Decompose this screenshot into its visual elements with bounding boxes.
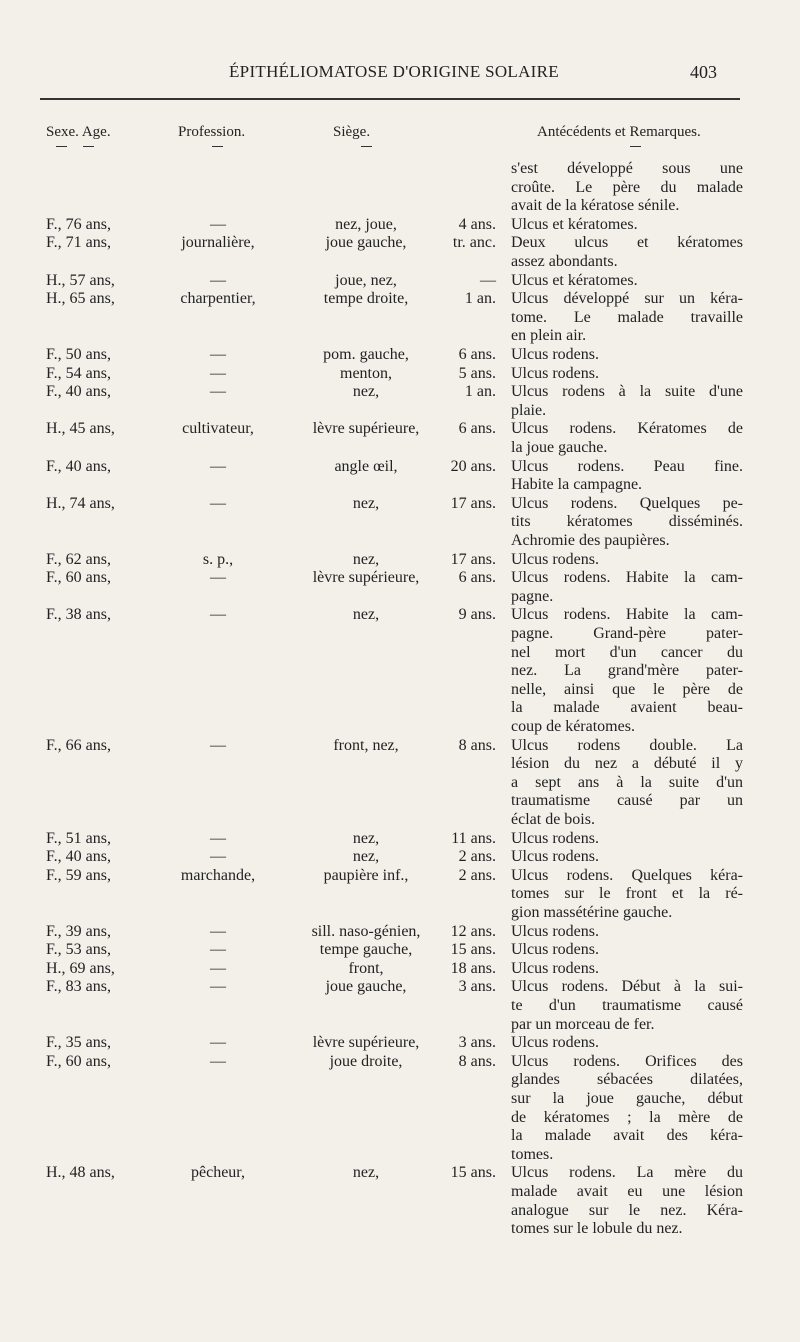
profession-cell: — bbox=[210, 1034, 226, 1052]
siege-cell: angle œil, bbox=[334, 457, 398, 475]
duration-cell: 17 ans. bbox=[450, 494, 496, 512]
siege-cell: lèvre supérieure, bbox=[312, 1034, 420, 1052]
siege-cell: lèvre supérieure, bbox=[312, 569, 420, 587]
duration-cell: 20 ans. bbox=[450, 457, 496, 475]
column-dash bbox=[630, 146, 641, 147]
profession-cell: s. p., bbox=[202, 550, 234, 568]
profession-cell: — bbox=[210, 606, 226, 624]
siege-cell: joue droite, bbox=[329, 1052, 403, 1070]
duration-cell: 4 ans. bbox=[458, 215, 496, 233]
sexe-age-cell: F., 40 ans, bbox=[46, 848, 111, 866]
duration-cell: — bbox=[480, 271, 496, 289]
sexe-age-cell: F., 51 ans, bbox=[46, 829, 111, 847]
remark-line: Ulcus rodens. Début à la sui- bbox=[511, 978, 743, 996]
remark-line: Ulcus rodens. bbox=[511, 346, 599, 363]
remarks-cell bbox=[511, 737, 743, 830]
header-rule bbox=[40, 98, 740, 100]
remarks-cell bbox=[511, 923, 743, 942]
siege-cell: joue gauche, bbox=[325, 978, 407, 996]
remark-line: tomes. bbox=[511, 1145, 554, 1163]
remarks-cell bbox=[511, 234, 743, 271]
duration-cell: 6 ans. bbox=[458, 569, 496, 587]
remark-line: Ulcus et kératomes. bbox=[511, 215, 638, 233]
remark-line: Ulcus rodens. Habite la cam- bbox=[511, 606, 743, 624]
profession-cell: journalière, bbox=[181, 234, 255, 252]
profession-cell: — bbox=[210, 457, 226, 475]
remark-line: tome. Le malade travaille bbox=[511, 308, 743, 326]
remark-line: la malade avait des kéra- bbox=[511, 1127, 743, 1145]
remark-line: Achromie des paupières. bbox=[511, 531, 670, 549]
remark-line: Ulcus rodens. Peau fine. bbox=[511, 457, 743, 475]
profession-cell: — bbox=[210, 569, 226, 587]
remark-line: nelle, ainsi que le père de bbox=[511, 680, 743, 698]
remarks-cell bbox=[511, 867, 743, 923]
profession-cell: — bbox=[210, 215, 226, 233]
remarks-cell bbox=[511, 1034, 743, 1053]
duration-cell: 2 ans. bbox=[458, 866, 496, 884]
remark-line: te d'un traumatisme causé bbox=[511, 996, 743, 1014]
remarks-cell bbox=[511, 848, 743, 867]
remarks-cell bbox=[511, 551, 743, 570]
remark-line: Ulcus rodens. bbox=[511, 550, 599, 568]
remark-line: tits kératomes disséminés. bbox=[511, 513, 743, 531]
duration-cell: 6 ans. bbox=[458, 346, 496, 363]
profession-cell: — bbox=[210, 1052, 226, 1070]
profession-cell: cultivateur, bbox=[182, 420, 254, 438]
remark-line: Habite la campagne. bbox=[511, 476, 643, 494]
remark-line: a sept ans à la suite d'un bbox=[511, 773, 743, 791]
remarks-cell bbox=[511, 272, 743, 291]
duration-cell: 1 an. bbox=[464, 383, 496, 401]
sexe-age-cell: F., 50 ans, bbox=[46, 346, 111, 363]
sexe-age-cell: F., 40 ans, bbox=[46, 383, 111, 401]
profession-cell: — bbox=[210, 736, 226, 754]
remark-line: Ulcus rodens. bbox=[511, 1034, 599, 1052]
remarks-cell bbox=[511, 830, 743, 849]
profession-cell: charpentier, bbox=[180, 290, 256, 308]
sexe-age-cell: H., 74 ans, bbox=[46, 494, 115, 512]
remarks-cell bbox=[511, 495, 743, 551]
remark-line: la joue gauche. bbox=[511, 438, 608, 456]
remark-line: gion massétérine gauche. bbox=[511, 903, 673, 921]
remarks-cell bbox=[511, 290, 743, 346]
remark-line: analogue sur le nez. Kéra- bbox=[511, 1201, 743, 1219]
column-header-sexe-age: Sexe. Age. bbox=[46, 124, 111, 140]
siege-cell: joue gauche, bbox=[325, 234, 407, 252]
remark-line: tomes sur le front et la ré- bbox=[511, 885, 743, 903]
remark-line: assez abondants. bbox=[511, 252, 618, 270]
sexe-age-cell: H., 57 ans, bbox=[46, 271, 115, 289]
siege-cell: front, bbox=[348, 959, 384, 977]
remark-line: glandes sébacées dilatées, bbox=[511, 1071, 743, 1089]
sexe-age-cell: F., 38 ans, bbox=[46, 606, 111, 624]
siege-cell: sill. naso-génien, bbox=[311, 922, 421, 940]
duration-cell: 9 ans. bbox=[458, 606, 496, 624]
duration-cell: 11 ans. bbox=[451, 829, 496, 847]
column-header-profession: Profession. bbox=[178, 124, 246, 140]
siege-cell: nez, bbox=[352, 1164, 380, 1182]
remark-line: éclat de bois. bbox=[511, 810, 595, 828]
remark-line: Ulcus rodens. bbox=[511, 364, 599, 382]
column-dash bbox=[56, 146, 67, 147]
remark-line: tomes sur le lobule du nez. bbox=[511, 1220, 683, 1238]
duration-cell: 2 ans. bbox=[458, 848, 496, 866]
duration-cell: 3 ans. bbox=[458, 978, 496, 996]
profession-cell: — bbox=[210, 978, 226, 996]
remark-line: Ulcus rodens. Quelques pe- bbox=[511, 494, 743, 512]
remark-line: Ulcus rodens double. La bbox=[511, 736, 743, 754]
remark-line: Ulcus rodens. bbox=[511, 829, 599, 847]
remark-line: en plein air. bbox=[511, 327, 587, 345]
profession-cell: — bbox=[210, 829, 226, 847]
profession-cell: — bbox=[210, 364, 226, 382]
duration-cell: 8 ans. bbox=[458, 736, 496, 754]
column-header-remarques: Antécédents et Remarques. bbox=[537, 124, 701, 140]
column-dash bbox=[361, 146, 372, 147]
remark-line: Ulcus rodens. Habite la cam- bbox=[511, 569, 743, 587]
duration-cell: 1 an. bbox=[464, 290, 496, 308]
siege-cell: tempe gauche, bbox=[319, 941, 413, 959]
siege-cell: joue, nez, bbox=[335, 271, 397, 289]
remarks-cell bbox=[511, 1164, 743, 1238]
remark-line: Ulcus rodens. bbox=[511, 941, 599, 959]
sexe-age-cell: F., 62 ans, bbox=[46, 550, 111, 568]
profession-cell: — bbox=[210, 271, 226, 289]
profession-cell: marchande, bbox=[180, 866, 256, 884]
siege-cell: nez, bbox=[352, 829, 380, 847]
profession-cell: — bbox=[210, 941, 226, 959]
remark-line: Ulcus rodens. Kératomes de bbox=[511, 420, 743, 438]
sexe-age-cell: H., 45 ans, bbox=[46, 420, 115, 438]
sexe-age-cell: F., 35 ans, bbox=[46, 1034, 111, 1052]
remark-line: Ulcus rodens. bbox=[511, 959, 599, 977]
sexe-age-cell: F., 60 ans, bbox=[46, 1052, 111, 1070]
remark-line: s'est développé sous une bbox=[511, 160, 743, 177]
remarks-cell bbox=[511, 941, 743, 960]
sexe-age-cell: F., 39 ans, bbox=[46, 922, 111, 940]
sexe-age-cell: F., 53 ans, bbox=[46, 941, 111, 959]
profession-cell: — bbox=[210, 346, 226, 363]
remark-line: Ulcus rodens à la suite d'une bbox=[511, 383, 743, 401]
page-number: 403 bbox=[690, 62, 717, 82]
column-dash bbox=[212, 146, 223, 147]
sexe-age-cell: F., 40 ans, bbox=[46, 457, 111, 475]
sexe-age-cell: H., 69 ans, bbox=[46, 959, 115, 977]
duration-cell: 15 ans. bbox=[450, 941, 496, 959]
duration-cell: 5 ans. bbox=[458, 364, 496, 382]
remark-line: Ulcus rodens. Orifices des bbox=[511, 1052, 743, 1070]
remarks-cell bbox=[511, 458, 743, 495]
continued-remark bbox=[511, 160, 743, 216]
remark-line: plaie. bbox=[511, 401, 547, 419]
duration-cell: 15 ans. bbox=[450, 1164, 496, 1182]
sexe-age-cell: F., 83 ans, bbox=[46, 978, 111, 996]
remark-line: avait de la kératose sénile. bbox=[511, 197, 680, 215]
remark-line: Ulcus rodens. bbox=[511, 848, 599, 866]
running-title: ÉPITHÉLIOMATOSE D'ORIGINE SOLAIRE bbox=[229, 62, 559, 81]
siege-cell: nez, joue, bbox=[335, 215, 397, 233]
siege-cell: nez, bbox=[352, 550, 380, 568]
remark-line: Ulcus et kératomes. bbox=[511, 271, 638, 289]
profession-cell: pêcheur, bbox=[191, 1164, 245, 1182]
siege-cell: paupière inf., bbox=[323, 866, 409, 884]
remark-line: Deux ulcus et kératomes bbox=[511, 234, 743, 252]
sexe-age-cell: H., 65 ans, bbox=[46, 290, 115, 308]
sexe-age-cell: F., 71 ans, bbox=[46, 234, 111, 252]
sexe-age-cell: F., 59 ans, bbox=[46, 866, 111, 884]
remark-line: coup de kératomes. bbox=[511, 717, 635, 735]
siege-cell: pom. gauche, bbox=[323, 346, 409, 363]
sexe-age-cell: H., 48 ans, bbox=[46, 1164, 115, 1182]
remarks-cell bbox=[511, 216, 743, 235]
remark-line: Ulcus rodens. La mère du bbox=[511, 1164, 743, 1182]
siege-cell: tempe droite, bbox=[323, 290, 409, 308]
remark-line: pagne. Grand-père pater- bbox=[511, 624, 743, 642]
profession-cell: — bbox=[210, 959, 226, 977]
siege-cell: menton, bbox=[340, 364, 392, 382]
remark-line: Ulcus développé sur un kéra- bbox=[511, 290, 743, 308]
remarks-cell bbox=[511, 960, 743, 979]
remarks-cell bbox=[511, 569, 743, 606]
remark-line: croûte. Le père du malade bbox=[511, 178, 743, 196]
remarks-cell bbox=[511, 365, 743, 384]
remark-line: la malade avaient beau- bbox=[511, 699, 743, 717]
remark-line: sur la joue gauche, début bbox=[511, 1089, 743, 1107]
duration-cell: 17 ans. bbox=[450, 550, 496, 568]
sexe-age-cell: F., 60 ans, bbox=[46, 569, 111, 587]
siege-cell: nez, bbox=[352, 848, 380, 866]
column-header-siege: Siège. bbox=[333, 124, 371, 140]
remark-line: Ulcus rodens. Quelques kéra- bbox=[511, 866, 743, 884]
remark-line: malade avait eu une lésion bbox=[511, 1182, 743, 1200]
profession-cell: — bbox=[210, 848, 226, 866]
sexe-age-cell: F., 66 ans, bbox=[46, 736, 111, 754]
siege-cell: nez, bbox=[352, 494, 380, 512]
siege-cell: lèvre supérieure, bbox=[312, 420, 420, 438]
duration-cell: 3 ans. bbox=[458, 1034, 496, 1052]
remark-line: Ulcus rodens. bbox=[511, 922, 599, 940]
profession-cell: — bbox=[210, 383, 226, 401]
remarks-cell bbox=[511, 606, 743, 736]
remark-line: lésion du nez a débuté il y bbox=[511, 755, 743, 773]
remarks-cell bbox=[511, 383, 743, 420]
siege-cell: nez, bbox=[352, 383, 380, 401]
remark-line: traumatisme causé par un bbox=[511, 792, 743, 810]
profession-cell: — bbox=[210, 494, 226, 512]
sexe-age-cell: F., 76 ans, bbox=[46, 215, 111, 233]
duration-cell: 18 ans. bbox=[450, 959, 496, 977]
remarks-cell bbox=[511, 346, 743, 365]
remark-line: par un morceau de fer. bbox=[511, 1015, 655, 1033]
duration-cell: tr. anc. bbox=[452, 234, 496, 252]
remarks-cell bbox=[511, 420, 743, 457]
duration-cell: 6 ans. bbox=[458, 420, 496, 438]
duration-cell: 12 ans. bbox=[450, 922, 496, 940]
remarks-cell bbox=[511, 978, 743, 1034]
siege-cell: front, nez, bbox=[333, 736, 399, 754]
duration-cell: 8 ans. bbox=[458, 1052, 496, 1070]
remark-line: nez. La grand'mère pater- bbox=[511, 662, 743, 680]
remark-line: de kératomes ; la mère de bbox=[511, 1108, 743, 1126]
siege-cell: nez, bbox=[352, 606, 380, 624]
column-dash bbox=[83, 146, 94, 147]
sexe-age-cell: F., 54 ans, bbox=[46, 364, 111, 382]
remark-line: pagne. bbox=[511, 587, 554, 605]
remark-line: nel mort d'un cancer du bbox=[511, 643, 743, 661]
remarks-cell bbox=[511, 1053, 743, 1165]
profession-cell: — bbox=[210, 922, 226, 940]
